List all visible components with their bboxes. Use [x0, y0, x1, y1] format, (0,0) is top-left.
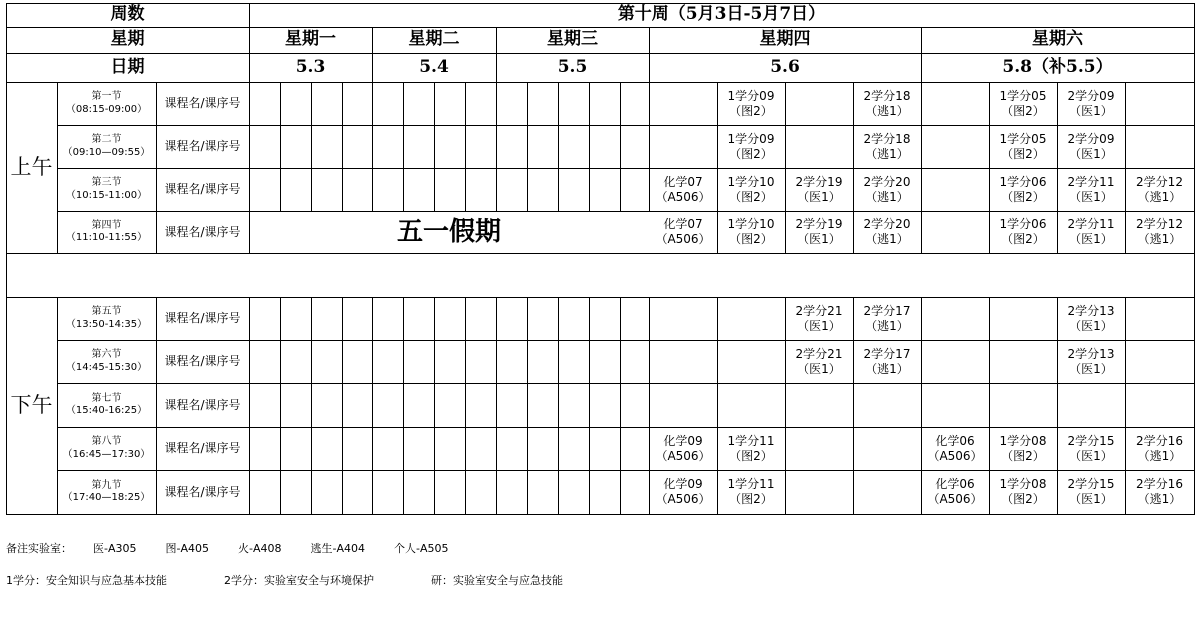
class-entry — [649, 168, 717, 211]
class-entry-line: 1学分06 — [999, 174, 1047, 189]
course-label-cell — [156, 427, 249, 470]
slot-header — [57, 297, 156, 340]
slot-header — [57, 383, 156, 427]
class-entry-line: 2学分19 — [795, 174, 843, 189]
course-label-text: 课程名/课序号 — [164, 224, 241, 239]
grid-line — [280, 297, 281, 515]
class-entry-line: （图2） — [729, 232, 773, 246]
course-label-cell — [156, 211, 249, 253]
class-entry-line: （A506） — [655, 189, 711, 204]
class-entry — [785, 297, 853, 340]
course-label-text: 课程名/课序号 — [164, 311, 241, 325]
class-entry-line: 1学分09 — [727, 88, 775, 103]
day-header-text: 星期一 — [285, 29, 336, 50]
day-header-text: 星期三 — [547, 29, 598, 50]
slot-header — [57, 427, 156, 470]
grid-line — [403, 82, 404, 212]
grid-line — [649, 27, 650, 83]
course-label-text: 课程名/课序号 — [164, 397, 241, 412]
class-entry — [1125, 168, 1194, 211]
class-entry-line: （医1） — [797, 318, 841, 333]
grid-line — [1057, 297, 1058, 515]
class-entry — [989, 427, 1057, 470]
grid-line — [280, 82, 281, 212]
class-entry — [649, 427, 717, 470]
date-header — [649, 53, 921, 82]
class-entry-line: 2学分19 — [795, 217, 843, 231]
slot-time: （10:15-11:00） — [65, 189, 148, 201]
grid-line — [249, 3, 250, 254]
class-entry-line: 化学07 — [663, 217, 703, 231]
class-entry-line: 2学分20 — [863, 217, 911, 231]
date-header-text: 5.8（补5.5） — [1002, 56, 1113, 77]
class-entry-line: （逃1） — [865, 318, 909, 333]
class-entry — [717, 168, 785, 211]
course-label-text: 课程名/课序号 — [164, 484, 241, 499]
slot-time: （17:40—18:25） — [62, 492, 151, 503]
grid-line — [6, 27, 1195, 28]
date-label-text: 日期 — [110, 56, 145, 77]
grid-line — [785, 297, 786, 515]
day-header-text: 星期六 — [1032, 29, 1083, 50]
grid-line — [989, 297, 990, 515]
slot-time: （11:10-11:55） — [65, 232, 148, 243]
slot-name: 第七节 — [91, 392, 122, 404]
lab-note-item: 图-A405 — [165, 542, 209, 555]
grid-line — [921, 297, 922, 515]
class-entry-line: （逃1） — [865, 146, 909, 161]
class-entry-line: 2学分15 — [1067, 433, 1115, 448]
grid-line — [1125, 297, 1126, 515]
grid-line — [717, 297, 718, 515]
grid-line — [342, 297, 343, 515]
week-label-text: 周数 — [110, 4, 145, 25]
grid-line — [57, 168, 1195, 169]
class-entry — [1057, 125, 1125, 168]
class-entry-line: （逃1） — [865, 361, 909, 376]
class-entry — [649, 470, 717, 514]
course-label-text: 课程名/课序号 — [164, 441, 241, 455]
holiday-label-text: 五一假期 — [396, 216, 501, 247]
period-afternoon-text: 下午 — [10, 393, 53, 418]
class-entry-line: （图2） — [729, 189, 773, 204]
class-entry-line: （医1） — [797, 361, 841, 376]
grid-line — [649, 297, 650, 515]
class-entry — [989, 211, 1057, 253]
class-entry-line: 2学分21 — [795, 346, 843, 361]
class-entry — [989, 470, 1057, 514]
class-entry — [717, 427, 785, 470]
grid-line — [57, 82, 58, 254]
class-entry-line: 1学分08 — [999, 477, 1047, 491]
lab-notes — [6, 540, 449, 556]
grid-line — [496, 27, 497, 83]
grid-line — [372, 82, 373, 212]
date-header — [921, 53, 1194, 82]
week-title-text: 第十周（5月3日-5月7日） — [617, 4, 826, 25]
class-entry-line: （A506） — [655, 448, 711, 463]
grid-line — [434, 297, 435, 515]
class-entry-line: （逃1） — [1137, 232, 1182, 246]
slot-time: （15:40-16:25） — [65, 405, 148, 416]
grid-line — [921, 27, 922, 83]
class-entry — [989, 168, 1057, 211]
slot-time: （09:10—09:55） — [62, 146, 151, 158]
class-entry-line: 2学分16 — [1136, 433, 1183, 448]
class-entry — [1057, 82, 1125, 125]
slot-name: 第二节 — [91, 134, 122, 145]
grid-line — [620, 297, 621, 515]
class-entry-line: （图2） — [1001, 492, 1045, 506]
grid-line — [558, 82, 559, 212]
class-entry-line: （图2） — [729, 448, 773, 463]
class-entry-line: 1学分11 — [727, 477, 775, 491]
class-entry-line: （医1） — [1069, 232, 1113, 246]
course-label-cell — [156, 82, 249, 125]
class-entry — [1125, 211, 1194, 253]
lab-note-item: 个人-A505 — [394, 542, 449, 555]
class-entry — [921, 470, 989, 514]
credit-note-item: 1学分：安全知识与应急基本技能 — [6, 574, 167, 587]
class-entry-line: （图2） — [1001, 189, 1045, 204]
day-label — [6, 27, 249, 53]
class-entry-line: （医1） — [1069, 103, 1113, 118]
class-entry — [1125, 470, 1194, 514]
period-morning — [6, 82, 57, 253]
grid-line — [57, 211, 1195, 212]
class-entry-line: （图2） — [1001, 146, 1045, 161]
grid-line — [434, 82, 435, 212]
period-afternoon — [6, 297, 57, 514]
class-entry-line: 化学09 — [663, 477, 703, 491]
day-header — [249, 27, 372, 53]
grid-line — [57, 470, 1195, 471]
class-entry — [1057, 297, 1125, 340]
grid-line — [6, 253, 1195, 254]
class-entry — [717, 470, 785, 514]
grid-line — [589, 297, 590, 515]
class-entry — [717, 125, 785, 168]
day-header-text: 星期四 — [759, 29, 811, 50]
slot-header — [57, 340, 156, 383]
date-label — [6, 53, 249, 82]
grid-line — [57, 297, 58, 515]
slot-header — [57, 168, 156, 211]
grid-line — [249, 297, 250, 515]
grid-line — [57, 340, 1195, 341]
class-entry — [1057, 470, 1125, 514]
class-entry-line: 化学06 — [935, 433, 975, 448]
grid-line — [649, 82, 650, 212]
class-entry-line: （医1） — [1069, 146, 1113, 161]
grid-line — [156, 297, 157, 515]
class-entry — [853, 297, 921, 340]
course-label-cell — [156, 383, 249, 427]
class-entry — [1125, 427, 1194, 470]
class-entry — [785, 211, 853, 253]
grid-line — [527, 297, 528, 515]
grid-line — [156, 82, 157, 254]
class-entry-line: 2学分21 — [795, 303, 843, 318]
date-header-text: 5.6 — [770, 56, 800, 77]
class-entry-line: 化学07 — [663, 174, 703, 189]
class-entry-line: 2学分09 — [1067, 88, 1115, 103]
class-entry-line: 2学分12 — [1136, 174, 1183, 189]
class-entry-line: （图2） — [1001, 232, 1045, 246]
class-entry — [853, 340, 921, 383]
class-entry-line: 1学分09 — [727, 131, 775, 146]
class-entry — [921, 427, 989, 470]
class-entry-line: 1学分05 — [999, 131, 1047, 146]
date-header — [372, 53, 496, 82]
class-entry-line: （医1） — [1069, 318, 1113, 333]
class-entry-line: （医1） — [1069, 189, 1113, 204]
date-header — [249, 53, 372, 82]
class-entry — [785, 168, 853, 211]
class-entry — [1057, 427, 1125, 470]
grid-line — [403, 297, 404, 515]
slot-name: 第九节 — [91, 479, 122, 491]
lab-note-item: 医-A305 — [93, 542, 137, 555]
class-entry-line: （图2） — [1001, 103, 1045, 118]
slot-header — [57, 82, 156, 125]
class-entry-line: （逃1） — [1137, 492, 1182, 506]
class-entry-line: （A506） — [655, 492, 711, 506]
class-entry — [989, 125, 1057, 168]
course-label-cell — [156, 168, 249, 211]
class-entry — [989, 82, 1057, 125]
class-entry-line: 1学分10 — [727, 174, 775, 189]
class-entry-line: 2学分17 — [863, 346, 911, 361]
class-entry-line: 2学分13 — [1067, 346, 1115, 361]
table-right-border — [1194, 3, 1195, 515]
course-label-text: 课程名/课序号 — [164, 139, 241, 153]
slot-time: （13:50-14:35） — [65, 318, 148, 330]
slot-time: （14:45-15:30） — [65, 361, 148, 373]
grid-line — [989, 82, 990, 254]
period-morning-text: 上午 — [10, 155, 53, 180]
slot-name: 第五节 — [91, 306, 122, 317]
slot-name: 第八节 — [91, 436, 122, 447]
grid-line — [372, 27, 373, 83]
date-header-text: 5.3 — [295, 56, 326, 77]
credit-notes — [6, 572, 563, 588]
class-entry-line: 1学分06 — [999, 217, 1047, 231]
grid-line — [465, 82, 466, 212]
class-entry — [853, 125, 921, 168]
lab-notes-prefix: 备注实验室： — [6, 542, 72, 555]
grid-line — [785, 82, 786, 254]
class-entry — [785, 340, 853, 383]
class-entry-line: 2学分11 — [1067, 174, 1115, 189]
grid-line — [589, 82, 590, 212]
day-header — [372, 27, 496, 53]
class-entry — [649, 211, 717, 253]
grid-line — [620, 82, 621, 212]
table-left-border — [6, 3, 7, 515]
week-title — [249, 3, 1194, 27]
grid-line — [1057, 82, 1058, 254]
course-label-text: 课程名/课序号 — [164, 354, 241, 368]
class-entry-line: （逃1） — [1137, 189, 1182, 204]
date-header-text: 5.5 — [557, 56, 588, 77]
slot-header — [57, 211, 156, 253]
grid-line — [465, 297, 466, 515]
class-entry-line: （图2） — [729, 492, 773, 506]
grid-line — [311, 82, 312, 212]
class-entry-line: （图2） — [729, 103, 773, 118]
class-entry-line: 1学分11 — [727, 433, 775, 448]
slot-name: 第三节 — [91, 177, 122, 188]
class-entry-line: 1学分05 — [999, 88, 1047, 103]
grid-line — [853, 82, 854, 254]
holiday-label — [249, 211, 649, 253]
grid-line — [1125, 82, 1126, 254]
table-top-border — [6, 3, 1195, 4]
grid-line — [57, 125, 1195, 126]
class-entry-line: 2学分17 — [863, 303, 911, 318]
week-label — [6, 3, 249, 27]
class-entry-line: 1学分08 — [999, 433, 1047, 448]
slot-header — [57, 470, 156, 514]
slot-name: 第六节 — [91, 349, 122, 360]
course-label-text: 课程名/课序号 — [164, 96, 241, 110]
lab-note-item: 火-A408 — [238, 542, 282, 555]
lab-note-item: 逃生-A404 — [310, 542, 365, 555]
grid-line — [372, 297, 373, 515]
class-entry-line: 2学分18 — [863, 131, 911, 146]
day-header-text: 星期二 — [408, 29, 460, 50]
course-label-cell — [156, 470, 249, 514]
day-label-text: 星期 — [110, 29, 145, 50]
class-entry-line: （A506） — [927, 492, 983, 506]
grid-line — [6, 82, 1195, 83]
class-entry-line: （逃1） — [1137, 448, 1182, 463]
class-entry-line: （逃1） — [865, 189, 909, 204]
grid-line — [496, 297, 497, 515]
grid-line — [496, 82, 497, 212]
grid-line — [57, 427, 1195, 428]
day-header — [649, 27, 921, 53]
credit-note-item: 2学分：实验室安全与环境保护 — [224, 574, 374, 587]
course-label-cell — [156, 125, 249, 168]
class-entry-line: （医1） — [1069, 448, 1113, 463]
grid-line — [921, 82, 922, 254]
class-entry-line: （医1） — [797, 189, 841, 204]
class-entry-line: （医1） — [1069, 361, 1113, 376]
class-entry-line: 1学分10 — [727, 217, 775, 231]
grid-line — [527, 82, 528, 212]
slot-time: （16:45—17:30） — [62, 448, 151, 460]
slot-name: 第四节 — [91, 219, 122, 231]
class-entry-line: （逃1） — [865, 232, 909, 246]
grid-line — [311, 297, 312, 515]
class-entry-line: 2学分20 — [863, 174, 911, 189]
grid-line — [6, 514, 1195, 515]
slot-time: （08:15-09:00） — [65, 103, 148, 115]
class-entry-line: 2学分09 — [1067, 131, 1115, 146]
class-entry-line: 2学分16 — [1136, 477, 1183, 491]
credit-note-item: 研：实验室安全与应急技能 — [431, 574, 563, 587]
date-header — [496, 53, 649, 82]
class-entry — [853, 211, 921, 253]
class-entry-line: 2学分13 — [1067, 303, 1115, 318]
class-entry-line: （逃1） — [865, 103, 909, 118]
class-entry — [717, 82, 785, 125]
course-label-cell — [156, 340, 249, 383]
class-entry-line: 2学分18 — [863, 88, 911, 103]
grid-line — [57, 383, 1195, 384]
class-entry-line: （图2） — [1001, 448, 1045, 463]
date-header-text: 5.4 — [419, 56, 449, 77]
class-entry — [1057, 211, 1125, 253]
class-entry-line: 2学分15 — [1067, 477, 1115, 491]
class-entry-line: （医1） — [1069, 492, 1113, 506]
grid-line — [717, 82, 718, 254]
class-entry — [853, 82, 921, 125]
class-entry — [1057, 340, 1125, 383]
class-entry — [853, 168, 921, 211]
class-entry — [717, 211, 785, 253]
class-entry-line: 化学06 — [935, 477, 975, 491]
day-header — [921, 27, 1194, 53]
grid-line — [558, 297, 559, 515]
class-entry-line: 2学分11 — [1067, 217, 1115, 231]
course-label-cell — [156, 297, 249, 340]
slot-header — [57, 125, 156, 168]
class-entry-line: （A506） — [927, 448, 983, 463]
class-entry — [1057, 168, 1125, 211]
class-entry-line: （图2） — [729, 146, 773, 161]
class-entry-line: 2学分12 — [1136, 217, 1183, 231]
day-header — [496, 27, 649, 53]
course-label-text: 课程名/课序号 — [164, 182, 241, 196]
class-entry-line: （A506） — [655, 232, 711, 246]
grid-line — [853, 297, 854, 515]
slot-name: 第一节 — [91, 91, 122, 102]
class-entry-line: 化学09 — [663, 433, 703, 448]
grid-line — [6, 53, 1195, 54]
grid-line — [342, 82, 343, 212]
class-entry-line: （医1） — [797, 232, 841, 246]
grid-line — [6, 297, 1195, 298]
